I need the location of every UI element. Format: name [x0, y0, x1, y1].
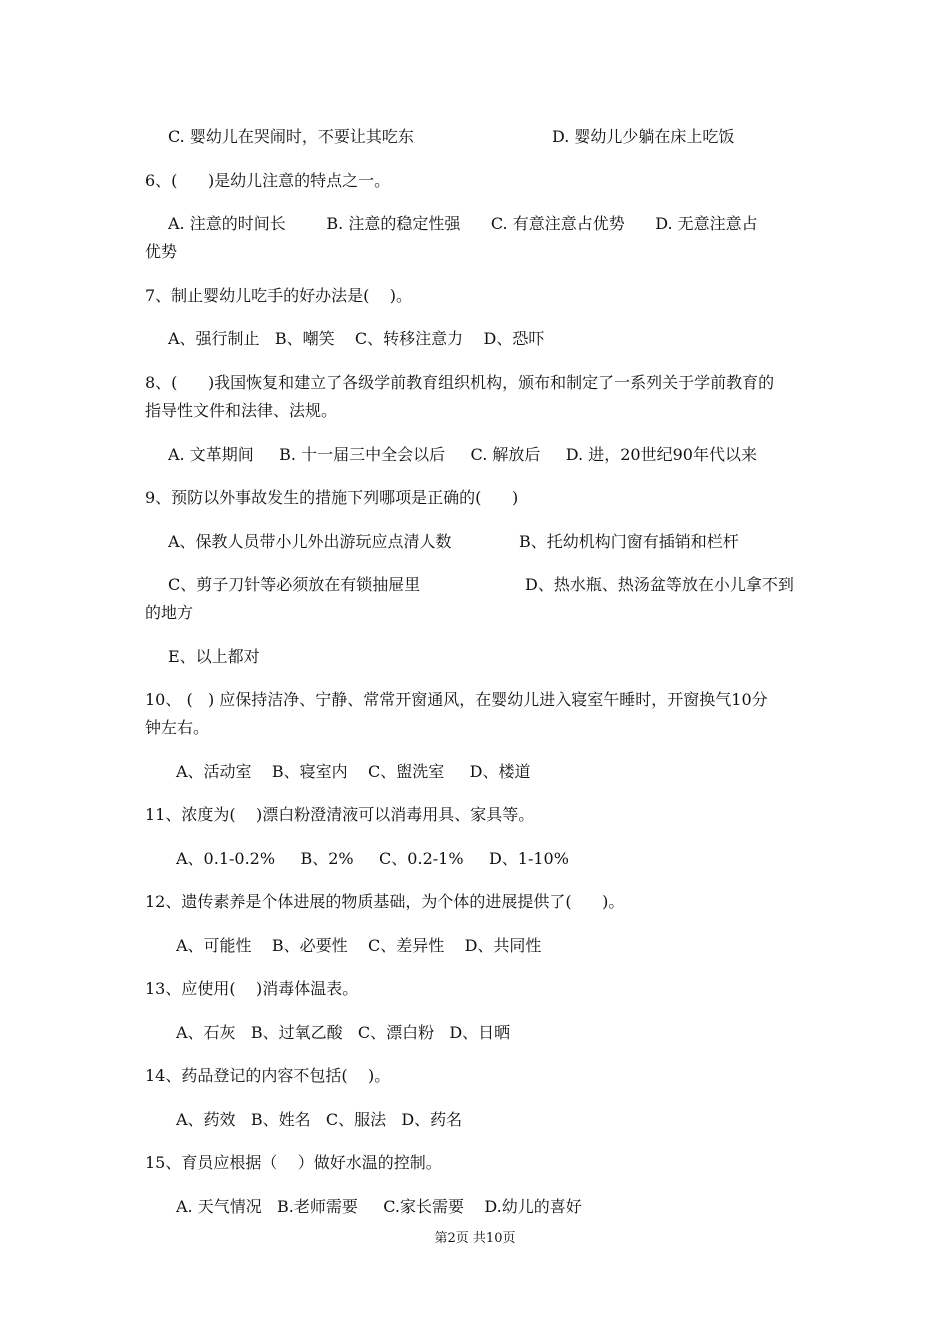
question-8: 8、( )我国恢复和建立了各级学前教育组织机构，颁布和制定了一系列关于学前教育的 — [145, 373, 775, 392]
question-10-options: A、活动室 B、寝室内 C、盥洗室 D、楼道 — [176, 762, 531, 781]
page-footer: 第2页 共10页 — [434, 1231, 516, 1246]
question-8-cont: 指导性文件和法律、法规。 — [145, 401, 338, 420]
question-9: 9、预防以外事故发生的措施下列哪项是正确的( ) — [145, 488, 519, 507]
question-12: 12、遗传素养是个体进展的物质基础，为个体的进展提供了( )。 — [145, 892, 625, 911]
question-8-options: A. 文革期间 B. 十一届三中全会以后 C. 解放后 D. 进，20世纪90年代以来 — [168, 445, 757, 464]
question-12-options: A、可能性 B、必要性 C、差异性 D、共同性 — [176, 936, 542, 955]
question-9-option-c: C、剪子刀针等必须放在有锁抽屉里 — [168, 575, 421, 594]
q5-option-d: D. 婴幼儿少躺在床上吃饭 — [552, 127, 735, 146]
question-6-options: A. 注意的时间长 B. 注意的稳定性强 C. 有意注意占优势 D. 无意注意占 — [168, 214, 758, 233]
question-9-option-a: A、保教人员带小儿外出游玩应点清人数 — [168, 532, 452, 551]
q5-option-c: C. 婴幼儿在哭闹时，不要让其吃东 — [168, 127, 414, 146]
question-13: 13、应使用( )消毒体温表。 — [145, 979, 359, 998]
question-6: 6、( )是幼儿注意的特点之一。 — [145, 171, 391, 190]
question-15: 15、育员应根据（ ）做好水温的控制。 — [145, 1153, 442, 1172]
question-6-options-cont: 优势 — [145, 242, 178, 261]
question-9-option-e: E、以上都对 — [168, 647, 260, 666]
question-10-cont: 钟左右。 — [145, 718, 210, 737]
question-9-option-d: D、热水瓶、热汤盆等放在小儿拿不到 — [525, 575, 794, 594]
question-11-options: A、0.1-0.2% B、2% C、0.2-1% D、1-10% — [176, 849, 569, 868]
question-14: 14、药品登记的内容不包括( )。 — [145, 1066, 391, 1085]
question-14-options: A、药效 B、姓名 C、服法 D、药名 — [176, 1110, 463, 1129]
question-9-option-b: B、托幼机构门窗有插销和栏杆 — [519, 532, 739, 551]
question-15-options: A. 天气情况 B.老师需要 C.家长需要 D.幼儿的喜好 — [176, 1197, 582, 1216]
question-11: 11、浓度为( )漂白粉澄清液可以消毒用具、家具等。 — [145, 805, 535, 824]
question-7-options: A、强行制止 B、嘲笑 C、转移注意力 D、恐吓 — [168, 329, 545, 348]
question-7: 7、制止婴幼儿吃手的好办法是( )。 — [145, 286, 413, 305]
question-10: 10、 ( ) 应保持洁净、宁静、常常开窗通风，在婴幼儿进入寝室午睡时，开窗换气10分 — [145, 690, 768, 709]
question-13-options: A、石灰 B、过氧乙酸 C、漂白粉 D、日晒 — [176, 1023, 511, 1042]
question-9-option-d-cont: 的地方 — [145, 603, 194, 622]
